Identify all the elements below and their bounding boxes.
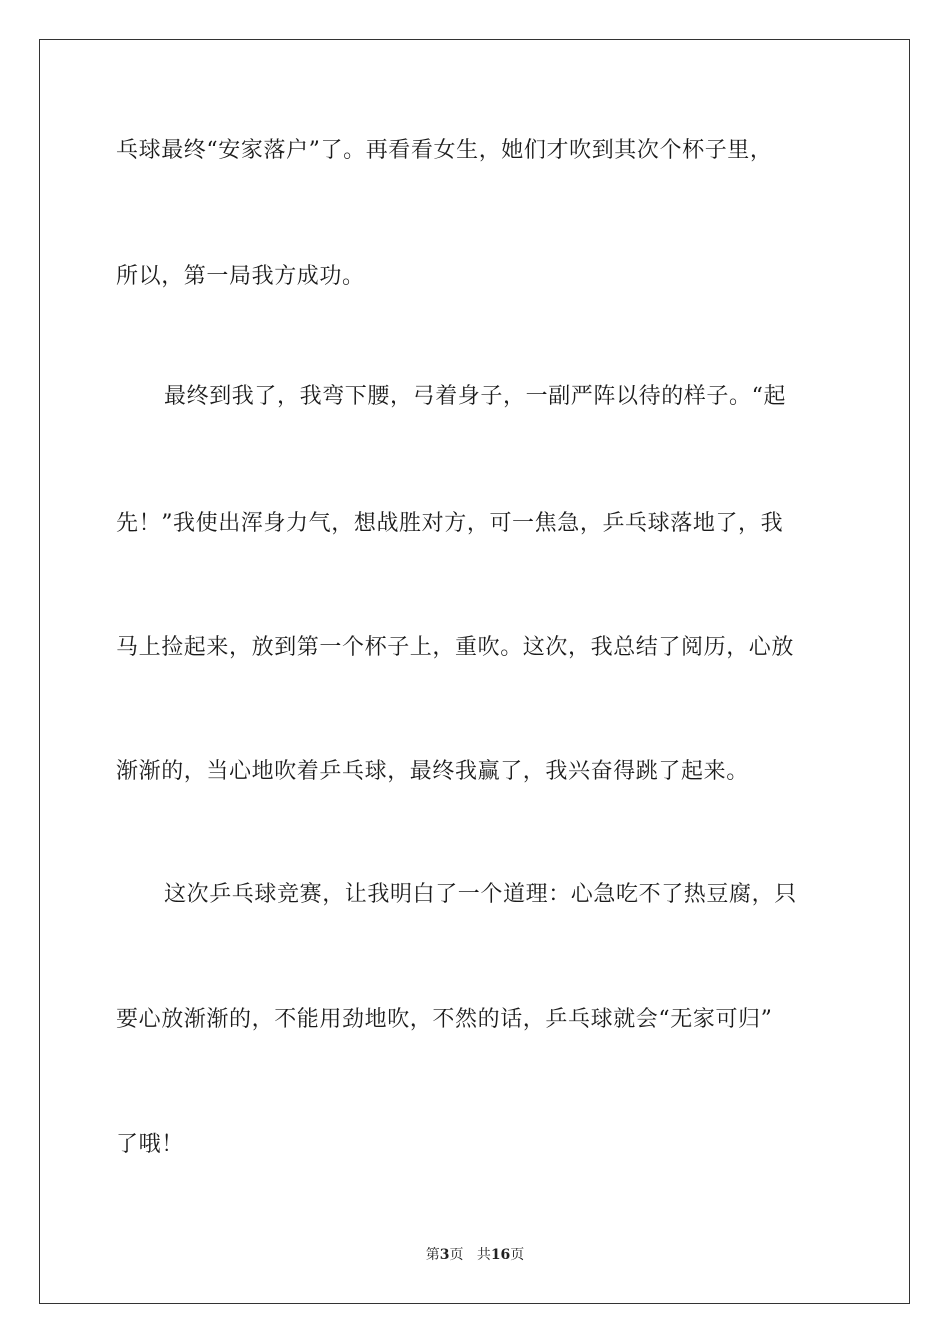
- text-line-1: 乓球最终“安家落户”了。再看看女生，她们才吹到其次个杯子里，: [116, 138, 773, 163]
- text-line-6: 渐渐的，当心地吹着乒乓球，最终我赢了，我兴奋得跳了起来。: [116, 759, 749, 784]
- footer-page-unit: 页: [449, 1247, 464, 1263]
- footer-total-unit: 页: [510, 1247, 525, 1263]
- text-line-5: 马上捡起来，放到第一个杯子上，重吹。这次，我总结了阅历，心放: [116, 635, 795, 660]
- text-line-7: 这次乒乓球竞赛，让我明白了一个道理：心急吃不了热豆腐，只: [164, 882, 797, 907]
- text-line-9: 了哦！: [116, 1132, 184, 1157]
- footer-total-prefix: 共: [476, 1247, 491, 1263]
- page-frame: [39, 39, 910, 1304]
- footer-page-current: 3: [439, 1247, 450, 1263]
- text-line-2: 所以，第一局我方成功。: [116, 264, 365, 289]
- text-line-3: 最终到我了，我弯下腰，弓着身子，一副严阵以待的样子。“起: [164, 384, 787, 409]
- text-line-4: 先！”我使出浑身力气，想战胜对方，可一焦急，乒乓球落地了，我: [116, 511, 784, 536]
- text-line-8: 要心放渐渐的，不能用劲地吹，不然的话，乒乓球就会“无家可归”: [116, 1007, 773, 1032]
- footer-page-total: 16: [490, 1247, 511, 1263]
- footer-page-prefix: 第: [425, 1247, 440, 1263]
- page-footer: [0, 1245, 950, 1265]
